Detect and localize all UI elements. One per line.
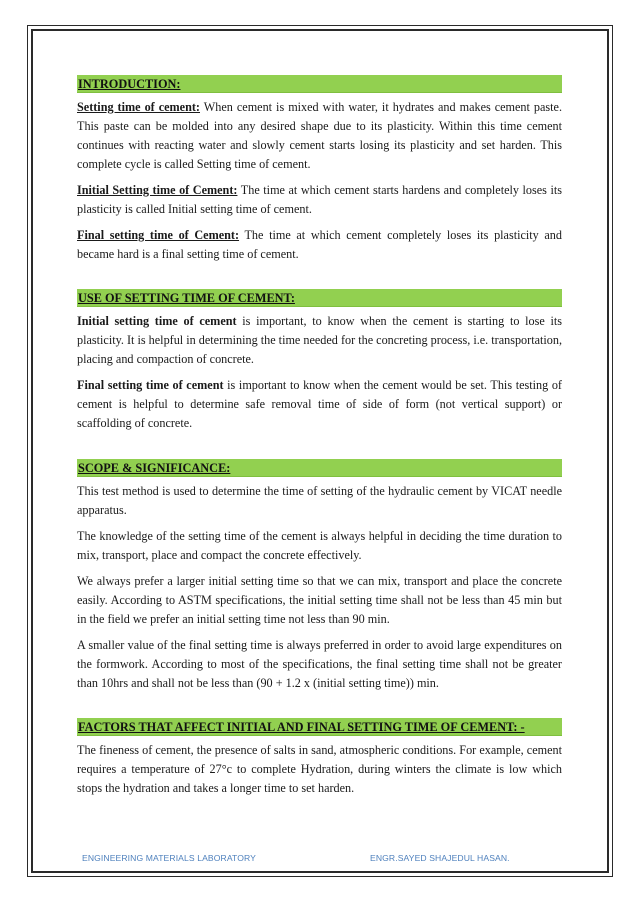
section-heading-factors: FACTORS THAT AFFECT INITIAL AND FINAL SETTING TIME OF CEMENT: - [77,718,562,736]
paragraph-scope-3: We always prefer a larger initial setting time so that we can mix, transport and place the concrete easily. According to ASTM specifications, the initial setting time shall not be less than 45 min but in the field we prefer an initial setting time not less than 90 min. [77,574,562,626]
paragraph-scope-4: A smaller value of the final setting time is always preferred in order to avoid large expenditures on the formwork. According to most of the specifications, the final setting time shall not be greater than 10hrs and shall not be less than (90 + 1.2 x (initial setting time)) min. [77,638,562,690]
paragraph-text: is important, to know when the cement is starting to lose its plasticity. It is helpful in determining the time needed for the concreting process, i.e. transportation, placing and compaction of concrete. [77,314,562,366]
term-initial-setting-time: Initial Setting time of Cement: [77,183,238,197]
paragraph-text: When cement is mixed with water, it hydrates and makes cement paste. This paste can be molded into any desired shape due to its plasticity. Within this time cement continues with reacting water and slowly cement starts losing its plasticity and set harden. This complete cycle is called Setting time of cement. [77,100,562,171]
footer-left-text: ENGINEERING MATERIALS LABORATORY [82,853,256,863]
paragraph-initial-setting-importance [77,312,562,369]
paragraph-text: The time at which cement starts hardens and completely loses its plasticity is called Initial setting time of cement. [77,183,562,216]
section-heading-scope-significance: SCOPE & SIGNIFICANCE: [77,459,562,477]
paragraph-scope-2: The knowledge of the setting time of the cement is always helpful in deciding the time duration to mix, transport, place and compact the concrete effectively. [77,529,562,562]
section-heading-introduction: INTRODUCTION: [77,75,562,93]
paragraph-scope-1: This test method is used to determine the time of setting of the hydraulic cement by VICAT needle apparatus. [77,484,562,517]
term-final-setting-time: Final setting time of Cement: [77,228,240,242]
paragraph-initial-setting-time [77,181,562,219]
paragraph-final-setting-importance [77,376,562,433]
paragraph-final-setting-time [77,226,562,264]
document-body [77,75,562,798]
paragraph-setting-time [77,98,562,174]
term-setting-time: Setting time of cement: [77,100,200,114]
footer-right-text: ENGR.SAYED SHAJEDUL HASAN. [370,853,510,863]
paragraph-text: is important to know when the cement would be set. This testing of cement is helpful to determine safe removal time of side of form (not vertical support) or scaffolding of concrete. [77,378,562,430]
section-heading-use-of-setting-time: USE OF SETTING TIME OF CEMENT: [77,289,562,307]
term-initial-setting-time: Initial setting time of cement [77,314,237,328]
paragraph-text: The time at which cement completely loses its plasticity and became hard is a final setting time of cement. [77,228,562,261]
term-final-setting-time: Final setting time of cement [77,378,224,392]
paragraph-factors: The fineness of cement, the presence of salts in sand, atmospheric conditions. For example, cement requires a temperature of 27°c to complete Hydration, during winters the climate is low which stops the hydration and takes a longer time to set harden. [77,743,562,795]
